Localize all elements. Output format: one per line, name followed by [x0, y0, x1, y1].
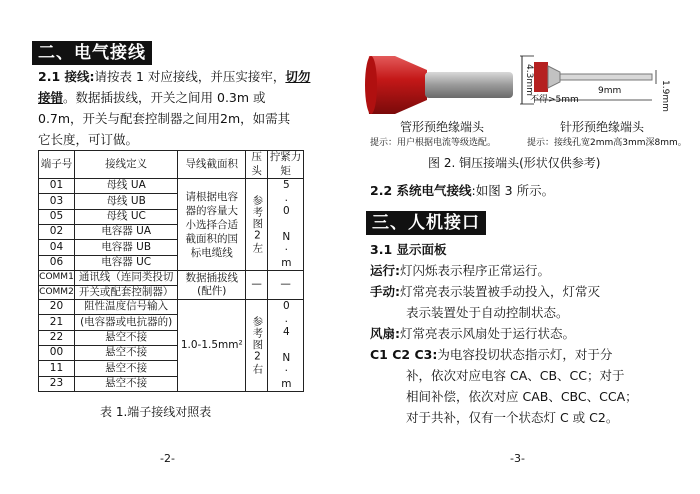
cell-no: 01 [39, 179, 75, 194]
s21-warning: 切勿接错 [38, 69, 311, 105]
group3-press: 参考图2右 [246, 300, 268, 392]
th-torque: 拧紧力矩 [268, 151, 304, 179]
list-item: C1 C2 C3:为电容投切状态指示灯，对于分 [370, 347, 613, 362]
th-terminal-no: 端子号 [39, 151, 75, 179]
section2-title: 二、电气接线 [32, 41, 152, 65]
cell-def: 母线 UC [74, 209, 177, 224]
s22-label: 2.2 系统电气接线 [370, 183, 472, 198]
group3-wire: 1.0-1.5mm² [178, 300, 246, 392]
list-item: 补，依次对应电容 CA、CB、CC；对于 [406, 368, 625, 383]
cell-no: 11 [39, 361, 75, 376]
cell-no: 23 [39, 376, 75, 391]
cell-def: 电容器 UA [74, 224, 177, 239]
dim-max-strip-label: 不得>5mm [530, 95, 579, 105]
terminal-table [38, 150, 304, 392]
s21-label: 2.1 接线: [38, 69, 95, 84]
cell-no: 05 [39, 209, 75, 224]
cell-no: 20 [39, 300, 75, 315]
cell-def: 悬空不接 [74, 376, 177, 391]
table-caption: 表 1.端子接线对照表 [100, 405, 212, 419]
s21-text2: 。数据插拔线，开关之间用 0.3m 或 [63, 90, 266, 105]
cell-def: 悬空不接 [74, 330, 177, 345]
list-item: 风扇:灯常亮表示风扇处于运行状态。 [370, 326, 576, 341]
group1-wire: 请根据电容器的容量大小选择合适截面积的国标电缆线 [178, 179, 246, 271]
cell-no: 21 [39, 315, 75, 330]
figure-caption: 图 2. 铜压接端头(形状仅供参考) [428, 156, 601, 170]
cell-def: 通讯线（连同类投切 [74, 271, 177, 286]
cell-no: COMM2 [39, 285, 75, 300]
page-number-left: -2- [160, 452, 175, 465]
section3-title: 三、人机接口 [366, 211, 486, 235]
cell-no: 00 [39, 345, 75, 360]
list-item: 运行:灯闪烁表示程序正常运行。 [370, 263, 551, 278]
list-item: 手动:灯常亮表示装置被手动投入，灯常灭 [370, 284, 601, 299]
cell-def: 悬空不接 [74, 345, 177, 360]
cell-def: 开关或配套控制器） [74, 285, 177, 300]
cell-no: 03 [39, 194, 75, 209]
s21-line2: 0.7m，开关与配套控制器之间用2m，如需其 [38, 111, 291, 126]
s21-text1: 请按表 1 对应接线，并压实接牢， [94, 69, 286, 84]
th-definition: 接线定义 [74, 151, 177, 179]
cell-def: 阻性温度信号输入 [74, 300, 177, 315]
cell-def: 母线 UB [74, 194, 177, 209]
dim-length-label: 9mm [598, 86, 622, 96]
cell-def: (电容器或电抗器的) [74, 315, 177, 330]
group1-press: 参考图2左 [246, 179, 268, 271]
dim-diameter-label: 1.9mm [660, 80, 670, 112]
list-item: 表示装置处于自动控制状态。 [406, 305, 569, 320]
cell-def: 悬空不接 [74, 361, 177, 376]
th-wire-area: 导线截面积 [178, 151, 246, 179]
display-panel-list [370, 260, 690, 428]
group1-torque: 5.0 N·m [268, 179, 304, 271]
tube-ferrule-label: 管形预绝缘端头 [400, 120, 485, 134]
group3-torque: 0.4 N·m [268, 300, 304, 392]
cell-no: 06 [39, 255, 75, 270]
page-number-right: -3- [510, 452, 525, 465]
cell-def: 电容器 UC [74, 255, 177, 270]
cell-def: 电容器 UB [74, 240, 177, 255]
group2-torque: — [268, 271, 304, 300]
th-press: 压头 [246, 151, 268, 179]
cell-no: 22 [39, 330, 75, 345]
group2-wire: 数据插拔线(配件) [178, 271, 246, 300]
cell-no: 02 [39, 224, 75, 239]
section-2-1-paragraph [38, 66, 313, 150]
list-item: 相间补偿，依次对应 CAB、CBC、CCA； [406, 389, 638, 404]
list-item: 对于共补，仅有一个状态灯 C 或 C2。 [406, 410, 619, 425]
pin-ferrule-label: 针形预绝缘端头 [560, 120, 645, 134]
pin-ferrule-note: 提示：接线孔宽2mm高3mm深8mm。 [527, 138, 687, 148]
s22-text: :如图 3 所示。 [471, 183, 555, 198]
cell-def: 母线 UA [74, 179, 177, 194]
section-2-2-paragraph [370, 180, 554, 201]
tube-ferrule-note: 提示：用户根据电流等级选配。 [370, 138, 497, 148]
cell-no: 04 [39, 240, 75, 255]
s31-title: 3.1 显示面板 [370, 242, 447, 257]
cell-no: COMM1 [39, 271, 75, 286]
group2-press: — [246, 271, 268, 300]
tube-ferrule-illustration [365, 50, 515, 120]
dim-height-label: 4.3mm [524, 64, 534, 96]
s21-line3: 它长度，可订做。 [38, 132, 139, 147]
